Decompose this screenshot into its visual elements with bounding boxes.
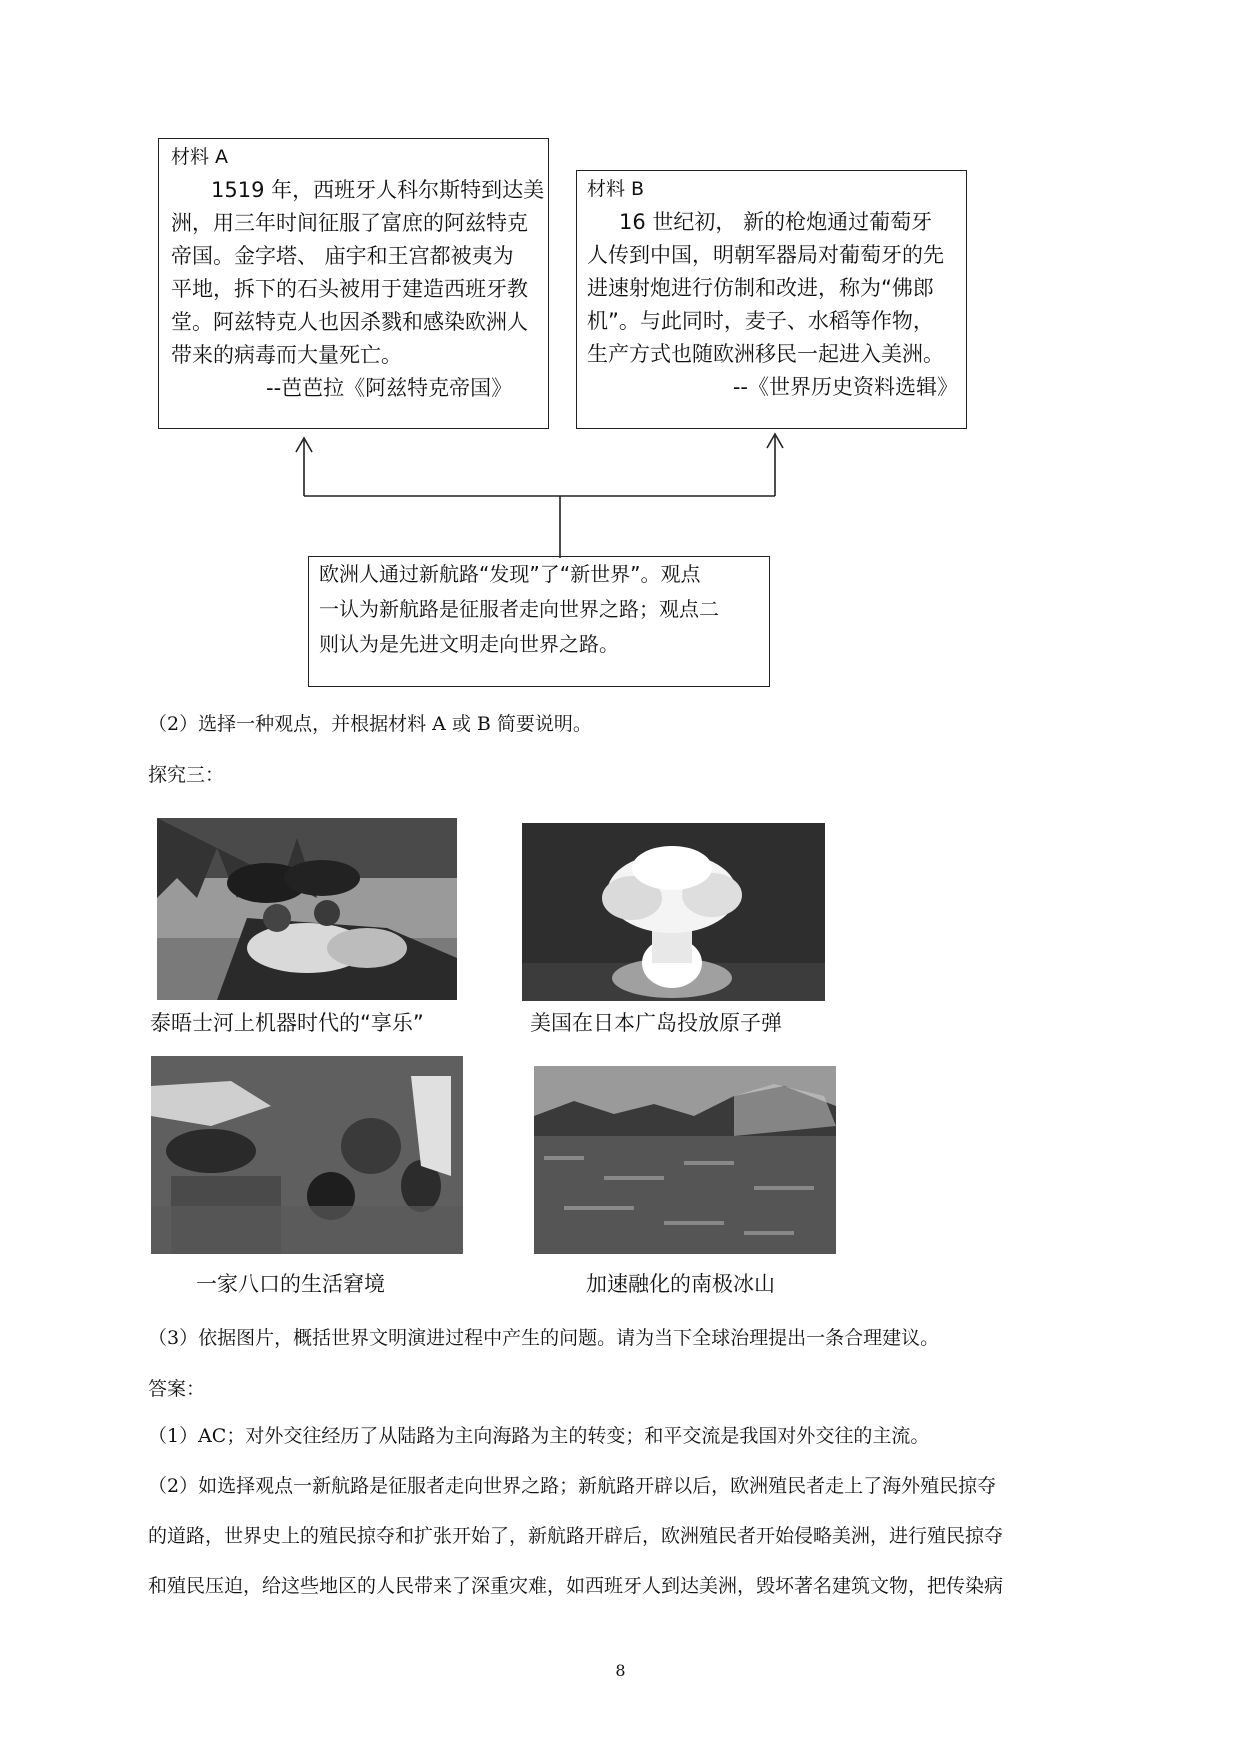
material-a-line: 堂。阿兹特克人也因杀戮和感染欧洲人	[171, 310, 528, 334]
caption-family: 一家八口的生活窘境	[196, 1272, 385, 1296]
material-a-line: 带来的病毒而大量死亡。	[171, 343, 402, 367]
photo-atomic-bomb	[522, 823, 825, 1001]
viewpoint-line: 欧洲人通过新航路“发现”了“新世界”。观点	[319, 562, 701, 586]
caption-hiroshima: 美国在日本广岛投放原子弹	[530, 1011, 782, 1035]
question-3: （3）依据图片，概括世界文明演进过程中产生的问题。请为当下全球治理提出一条合理建议。	[148, 1327, 940, 1349]
viewpoint-line: 一认为新航路是征服者走向世界之路；观点二	[319, 597, 719, 621]
material-b-title: 材料 B	[587, 178, 645, 200]
material-a-line: 洲，用三年时间征服了富庶的阿兹特克	[171, 211, 528, 235]
material-a-source: --芭芭拉《阿兹特克帝国》	[266, 376, 513, 400]
material-a-line: 帝国。金字塔、 庙宇和王宫都被夷为	[171, 244, 514, 268]
material-a-title: 材料 A	[171, 146, 229, 168]
material-b-line: 16 世纪初， 新的枪炮通过葡萄牙	[619, 210, 933, 234]
answer-line: （2）如选择观点一新航路是征服者走向世界之路；新航路开辟以后，欧洲殖民者走上了海外殖民掠夺	[148, 1475, 997, 1497]
answer-block	[148, 1411, 1138, 1611]
connector-arrows	[0, 0, 1241, 600]
material-a-line: 1519 年，西班牙人科尔斯特到达美	[211, 178, 545, 202]
material-b-line: 生产方式也随欧洲移民一起进入美洲。	[587, 342, 944, 366]
material-b-source: --《世界历史资料选辑》	[732, 375, 958, 399]
answer-line: 和殖民压迫，给这些地区的人民带来了深重灾难，如西班牙人到达美洲，毁坏著名建筑文物，把传染病	[148, 1575, 1004, 1597]
answer-label: 答案：	[148, 1378, 206, 1400]
material-a-line: 平地，拆下的石头被用于建造西班牙教	[171, 277, 528, 301]
page-number: 8	[615, 1661, 626, 1680]
material-b-line: 机”。与此同时，麦子、水稻等作物，	[587, 309, 934, 333]
material-b-line: 进速射炮进行仿制和改进，称为“佛郎	[587, 276, 934, 300]
answer-line: 的道路，世界史上的殖民掠夺和扩张开始了，新航路开辟后，欧洲殖民者开始侵略美洲，进行殖民掠夺	[148, 1525, 1004, 1547]
question-2: （2）选择一种观点，并根据材料 A 或 B 简要说明。	[148, 713, 592, 735]
material-b-line: 人传到中国，明朝军器局对葡萄牙的先	[587, 243, 944, 267]
viewpoint-box	[308, 556, 770, 687]
section-3-heading: 探究三：	[148, 764, 225, 786]
caption-antarctic: 加速融化的南极冰山	[586, 1272, 775, 1296]
photo-antarctic-ice	[534, 1066, 836, 1254]
viewpoint-line: 则认为是先进文明走向世界之路。	[319, 632, 619, 656]
answer-line: （1）AC；对外交往经历了从陆路为主向海路为主的转变；和平交流是我国对外交往的主流。	[148, 1425, 930, 1447]
photo-thames-boat	[157, 818, 457, 1000]
photo-family	[151, 1056, 463, 1254]
caption-thames: 泰晤士河上机器时代的“享乐”	[150, 1011, 424, 1035]
